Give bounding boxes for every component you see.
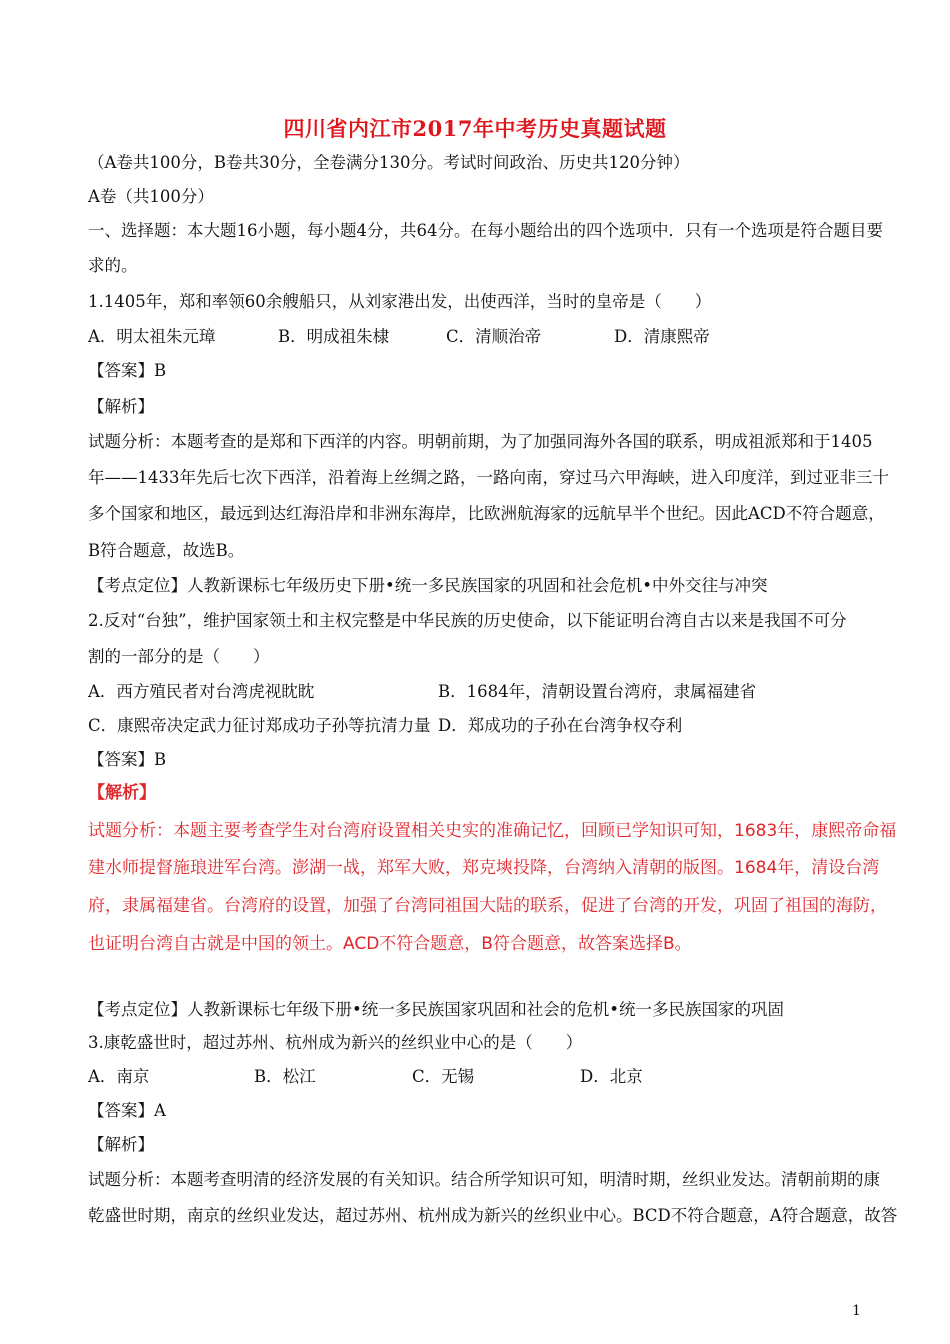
q1-analysis-label: 【解析】 [88, 397, 154, 416]
q2-analysis-label: 【解析】 [88, 783, 156, 803]
q2-stem-line-1: 2.反对“台独”，维护国家领土和主权完整是中华民族的历史使命，以下能证明台湾自古以来是我国不可分 [88, 611, 847, 630]
q2-analysis-line-4: 也证明台湾自古就是中国的领土。ACD不符合题意，B符合题意，故答案选择B。 [88, 934, 692, 954]
q3-option-c: C．无锡 [412, 1067, 475, 1086]
q2-answer: 【答案】B [88, 750, 167, 769]
exam-info: （A卷共100分，B卷共30分，全卷满分130分。考试时间政治、历史共120分钟） [88, 153, 690, 172]
q2-option-a: A．西方殖民者对台湾虎视眈眈 [88, 682, 315, 701]
q3-answer: 【答案】A [88, 1101, 166, 1120]
q3-analysis-line-2: 乾盛世时期，南京的丝织业发达，超过苏州、杭州成为新兴的丝织业中心。BCD不符合题意，A符合题意，故答 [88, 1206, 898, 1225]
q3-option-d: D．北京 [580, 1067, 643, 1086]
q1-option-b: B．明成祖朱棣 [278, 327, 390, 346]
q3-option-b: B．松江 [254, 1067, 316, 1086]
q1-analysis-line-2: 年——1433年先后七次下西洋，沿着海上丝绸之路，一路向南，穿过马六甲海峡，进入印度洋，到过亚非三十 [88, 468, 889, 487]
instructions-line-2: 求的。 [88, 256, 138, 275]
q3-analysis-label: 【解析】 [88, 1135, 154, 1154]
q1-option-d: D．清康熙帝 [614, 327, 710, 346]
q2-analysis-line-1: 试题分析：本题主要考查学生对台湾府设置相关史实的准确记忆，回顾已学知识可知，1683年，康熙帝命福 [88, 821, 897, 841]
q1-analysis-line-1: 试题分析：本题考查的是郑和下西洋的内容。明朝前期，为了加强同海外各国的联系，明成祖派郑和于1405 [88, 432, 873, 451]
q1-kaodian: 【考点定位】人教新课标七年级历史下册•统一多民族国家的巩固和社会危机•中外交往与冲突 [88, 576, 768, 595]
instructions-line-1: 一、选择题：本大题16小题，每小题4分，共64分。在每小题给出的四个选项中．只有一个选项是符合题目要 [88, 221, 883, 240]
q3-stem: 3.康乾盛世时，超过苏州、杭州成为新兴的丝织业中心的是（ ） [88, 1033, 583, 1052]
page-number: 1 [852, 1303, 861, 1319]
q1-option-c: C．清顺治帝 [446, 327, 542, 346]
q1-stem: 1.1405年，郑和率领60余艘船只，从刘家港出发，出使西洋，当时的皇帝是（ ） [88, 292, 712, 311]
q2-stem-line-2: 割的一部分的是（ ） [88, 647, 270, 666]
q1-option-a: A．明太祖朱元璋 [88, 327, 216, 346]
q2-analysis-line-2: 建水师提督施琅进军台湾。澎湖一战，郑军大败，郑克塽投降，台湾纳入清朝的版图。1684年，清设台湾 [88, 858, 880, 878]
page-title: 四川省内江市2017年中考历史真题试题 [283, 116, 667, 141]
section-a-heading: A卷（共100分） [88, 187, 214, 206]
q2-option-c: C．康熙帝决定武力征讨郑成功子孙等抗清力量 [88, 716, 431, 735]
q2-option-d: D．郑成功的子孙在台湾争权夺利 [438, 716, 683, 735]
q3-option-a: A．南京 [88, 1067, 150, 1086]
q1-analysis-line-3: 多个国家和地区，最远到达红海沿岸和非洲东海岸，比欧洲航海家的远航早半个世纪。因此ACD不符合题意， [88, 504, 885, 523]
q3-analysis-line-1: 试题分析：本题考查明清的经济发展的有关知识。结合所学知识可知，明清时期，丝织业发达。清朝前期的康 [88, 1170, 880, 1189]
q2-kaodian: 【考点定位】人教新课标七年级下册•统一多民族国家巩固和社会的危机•统一多民族国家的巩固 [88, 1000, 784, 1019]
q1-answer: 【答案】B [88, 361, 167, 380]
q1-analysis-line-4: B符合题意，故选B。 [88, 541, 245, 560]
q2-option-b: B．1684年，清朝设置台湾府，隶属福建省 [438, 682, 757, 701]
q2-analysis-line-3: 府，隶属福建省。台湾府的设置，加强了台湾同祖国大陆的联系，促进了台湾的开发，巩固了祖国的海防， [88, 896, 887, 916]
